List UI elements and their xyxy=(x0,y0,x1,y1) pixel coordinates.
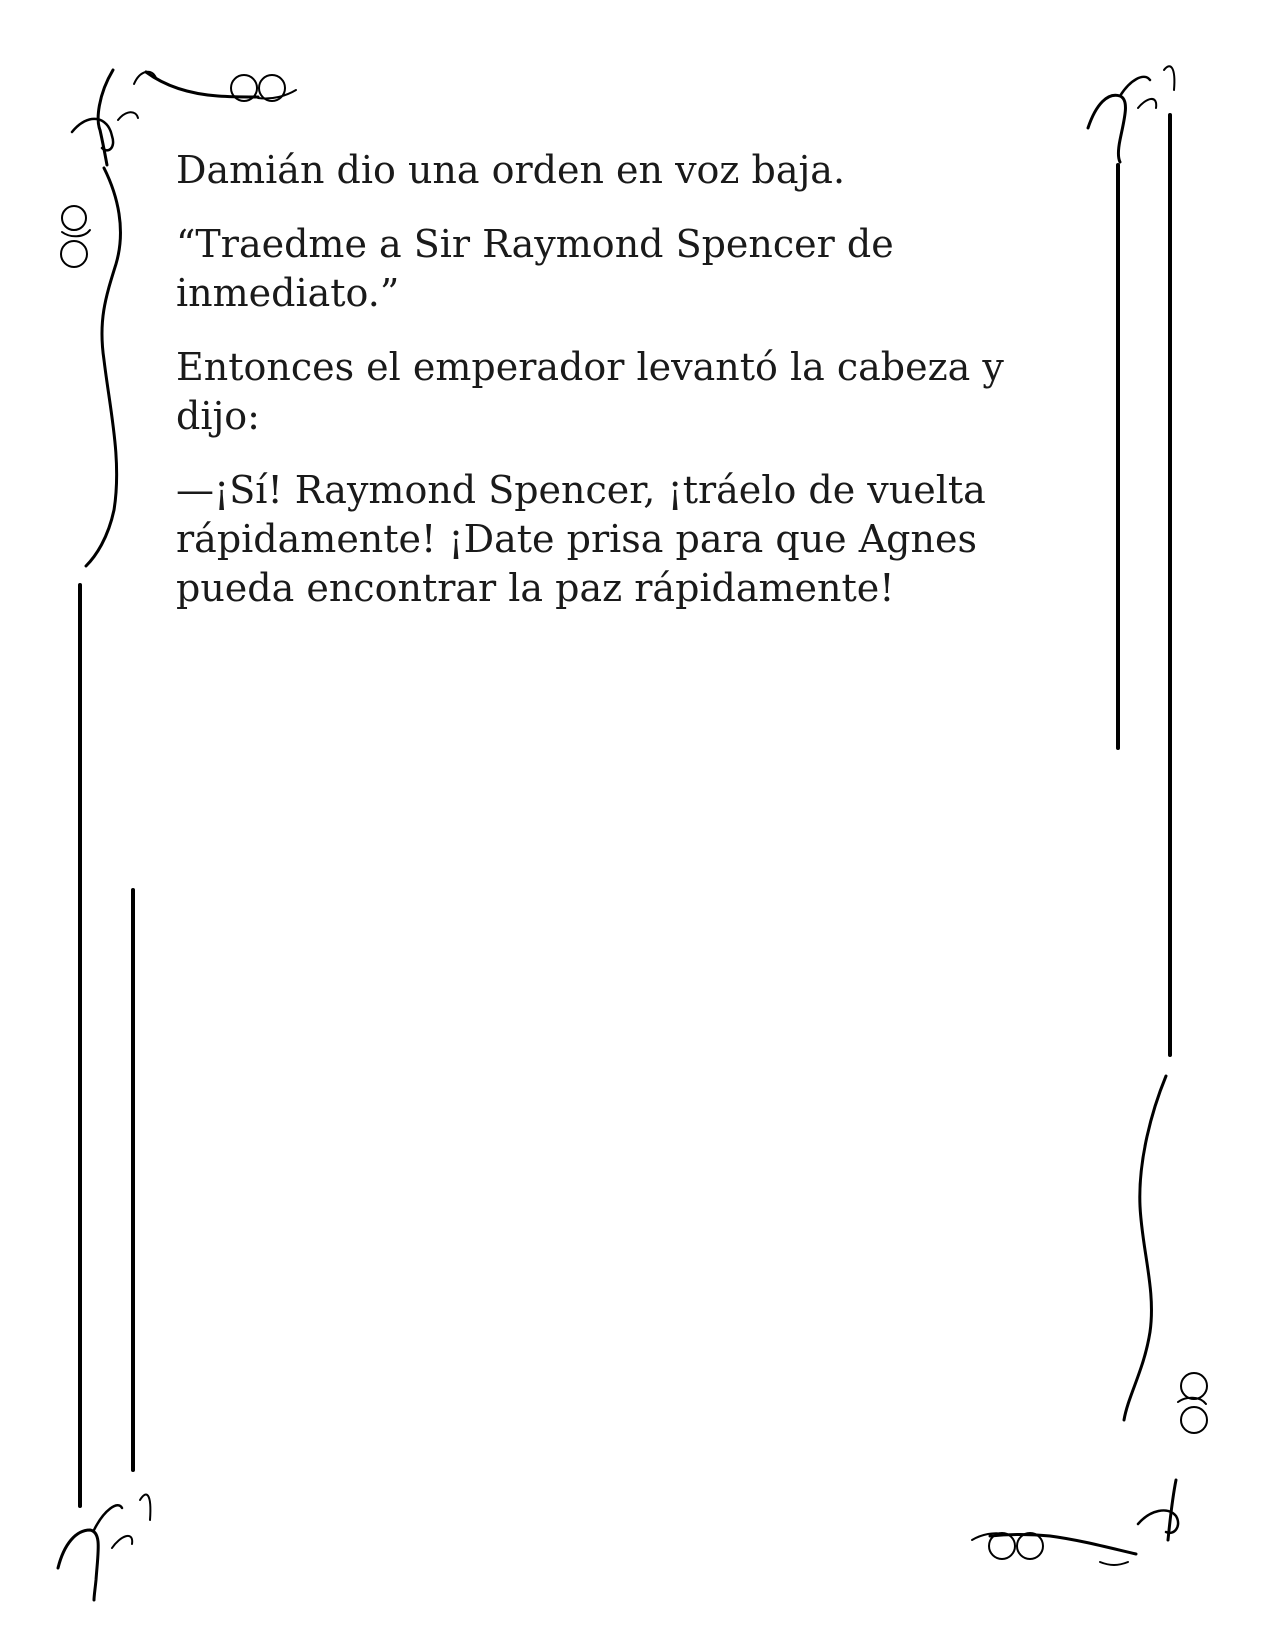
story-text xyxy=(176,146,1076,638)
bottom-right-flourish-ornament xyxy=(972,1076,1207,1565)
paragraph-emperor: Entonces el emperador levantó la cabeza y dijo: xyxy=(176,345,1004,438)
bottom-left-flourish-ornament xyxy=(58,1495,150,1600)
top-right-flourish-ornament xyxy=(1088,66,1174,162)
paragraph-order: Damián dio una orden en voz baja. xyxy=(176,148,846,192)
paragraph-quote: “Traedme a Sir Raymond Spencer de inmediato.” xyxy=(176,222,894,315)
paragraph-dialogue: —¡Sí! Raymond Spencer, ¡tráelo de vuelta rápidamente! ¡Date prisa para que Agnes pueda encontrar la paz rápidamente! xyxy=(176,468,986,610)
